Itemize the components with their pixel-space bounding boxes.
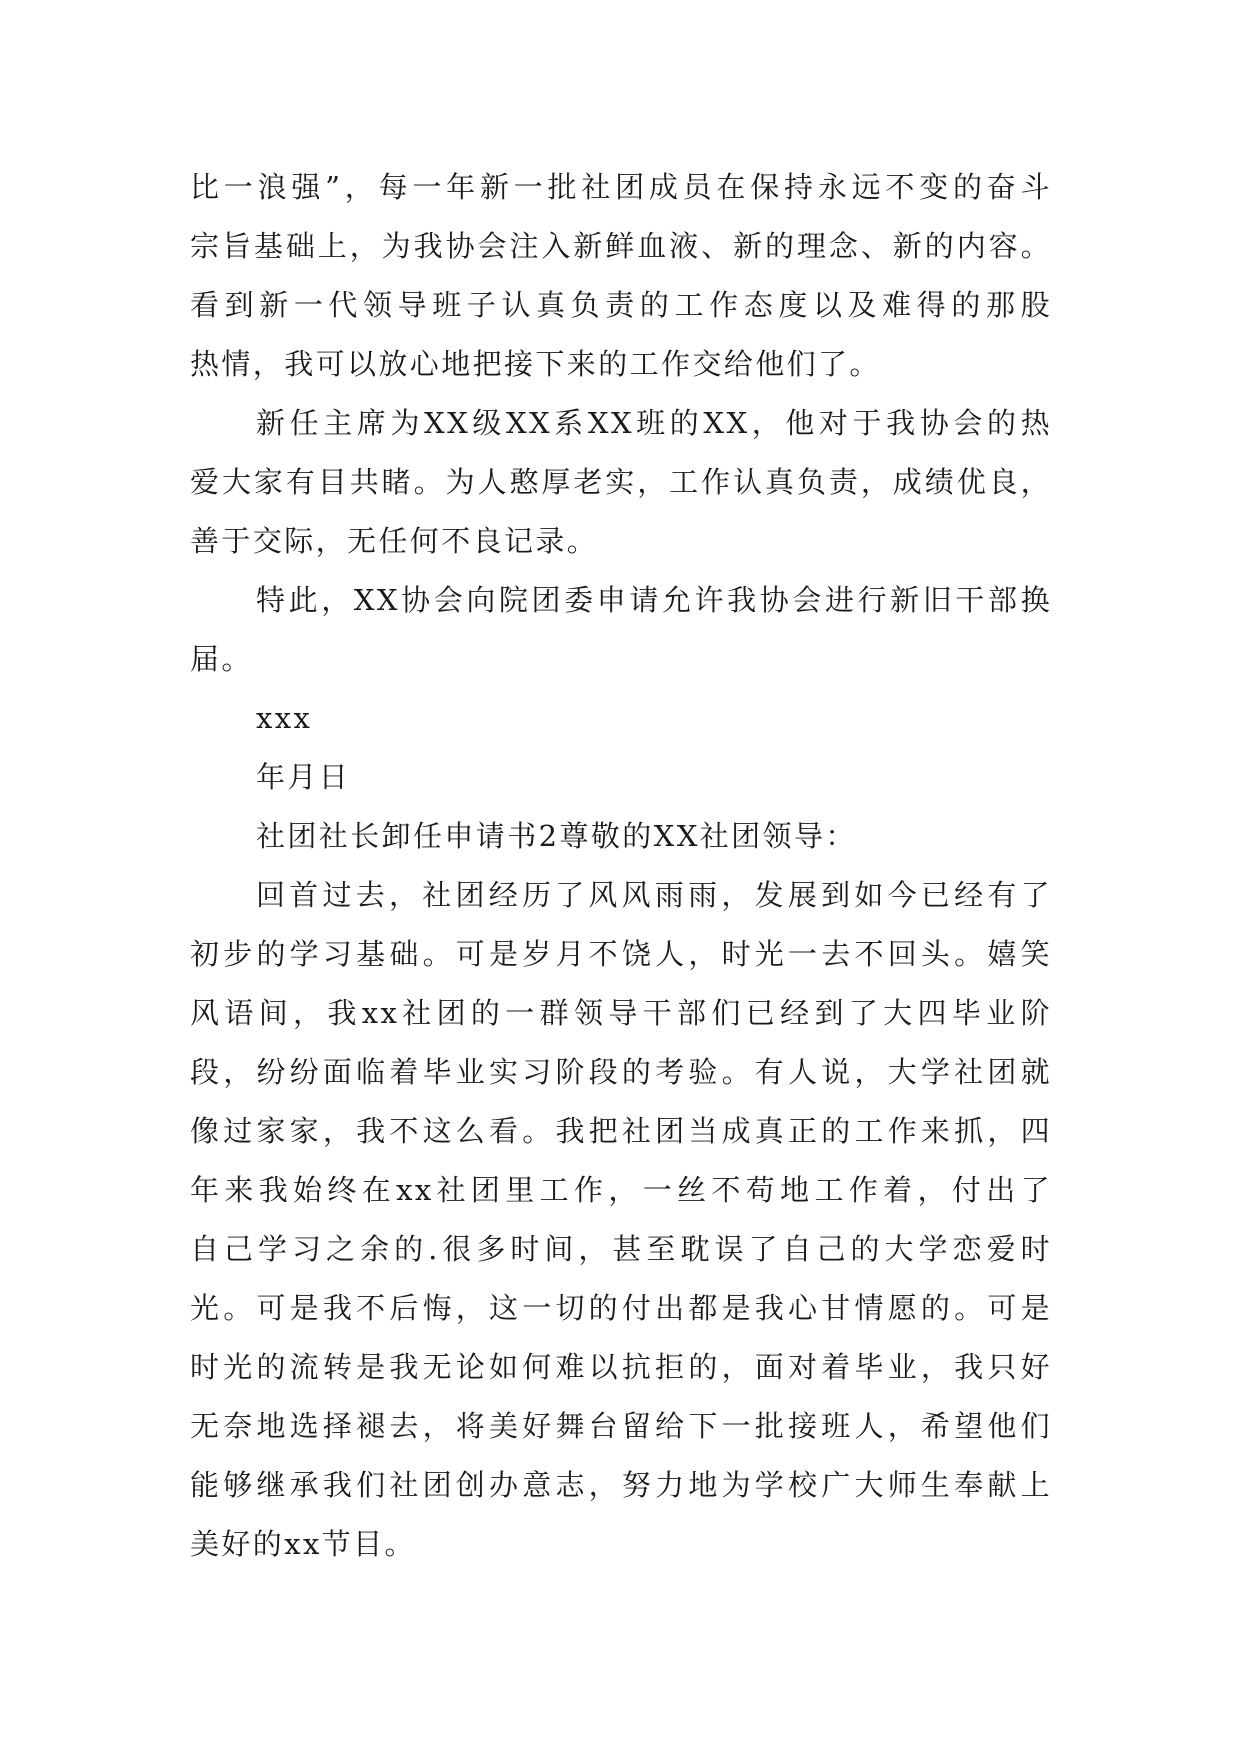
text-line: 自己学习之余的.很多时间，甚至耽误了自己的大学恋爱时 [190,1232,1052,1266]
text-line: 年月日 [256,760,351,794]
text-line: 比一浪强”，每一年新一批社团成员在保持永远不变的奋斗 [190,170,1052,204]
text-line: 年来我始终在xx社团里工作，一丝不苟地工作着，付出了 [190,1173,1052,1207]
text-line: xxx [256,701,313,735]
text-line: 看到新一代领导班子认真负责的工作态度以及难得的那股 [190,288,1052,322]
text-line: 善于交际，无任何不良记录。 [190,524,599,558]
text-line: 热情，我可以放心地把接下来的工作交给他们了。 [190,347,881,381]
text-line: 风语间，我xx社团的一群领导干部们已经到了大四毕业阶 [190,996,1052,1030]
document-page [190,158,1052,1574]
paragraph [190,748,1052,807]
text-line: 像过家家，我不这么看。我把社团当成真正的工作来抓，四 [190,1114,1052,1148]
text-line: 段，纷纷面临着毕业实习阶段的考验。有人说，大学社团就 [190,1055,1052,1089]
text-line: 新任主席为XX级XX系XX班的XX，他对于我协会的热 [256,406,1052,440]
text-line: 时光的流转是我无论如何难以抗拒的，面对着毕业，我只好 [190,1350,1052,1384]
text-line: 美好的xx节目。 [190,1527,416,1561]
text-line: 光。可是我不后悔，这一切的付出都是我心甘情愿的。可是 [190,1291,1052,1325]
text-line: 初步的学习基础。可是岁月不饶人，时光一去不回头。嬉笑 [190,937,1052,971]
text-line: 届。 [190,642,253,676]
text-line: 社团社长卸任申请书2尊敬的XX社团领导： [256,819,857,853]
paragraph [190,158,1052,394]
paragraph [190,689,1052,748]
text-line: 宗旨基础上，为我协会注入新鲜血液、新的理念、新的内容。 [190,229,1052,263]
text-line: 能够继承我们社团创办意志，努力地为学校广大师生奉献上 [190,1468,1052,1502]
paragraph [190,866,1052,1574]
text-line: 回首过去，社团经历了风风雨雨，发展到如今已经有了 [256,878,1052,912]
text-line: 无奈地选择褪去，将美好舞台留给下一批接班人，希望他们 [190,1409,1052,1443]
text-line: 爱大家有目共睹。为人憨厚老实，工作认真负责，成绩优良， [190,465,1052,499]
text-line: 特此，XX协会向院团委申请允许我协会进行新旧干部换 [256,583,1052,617]
paragraph [190,571,1052,689]
paragraph [190,394,1052,571]
paragraph [190,807,1052,866]
